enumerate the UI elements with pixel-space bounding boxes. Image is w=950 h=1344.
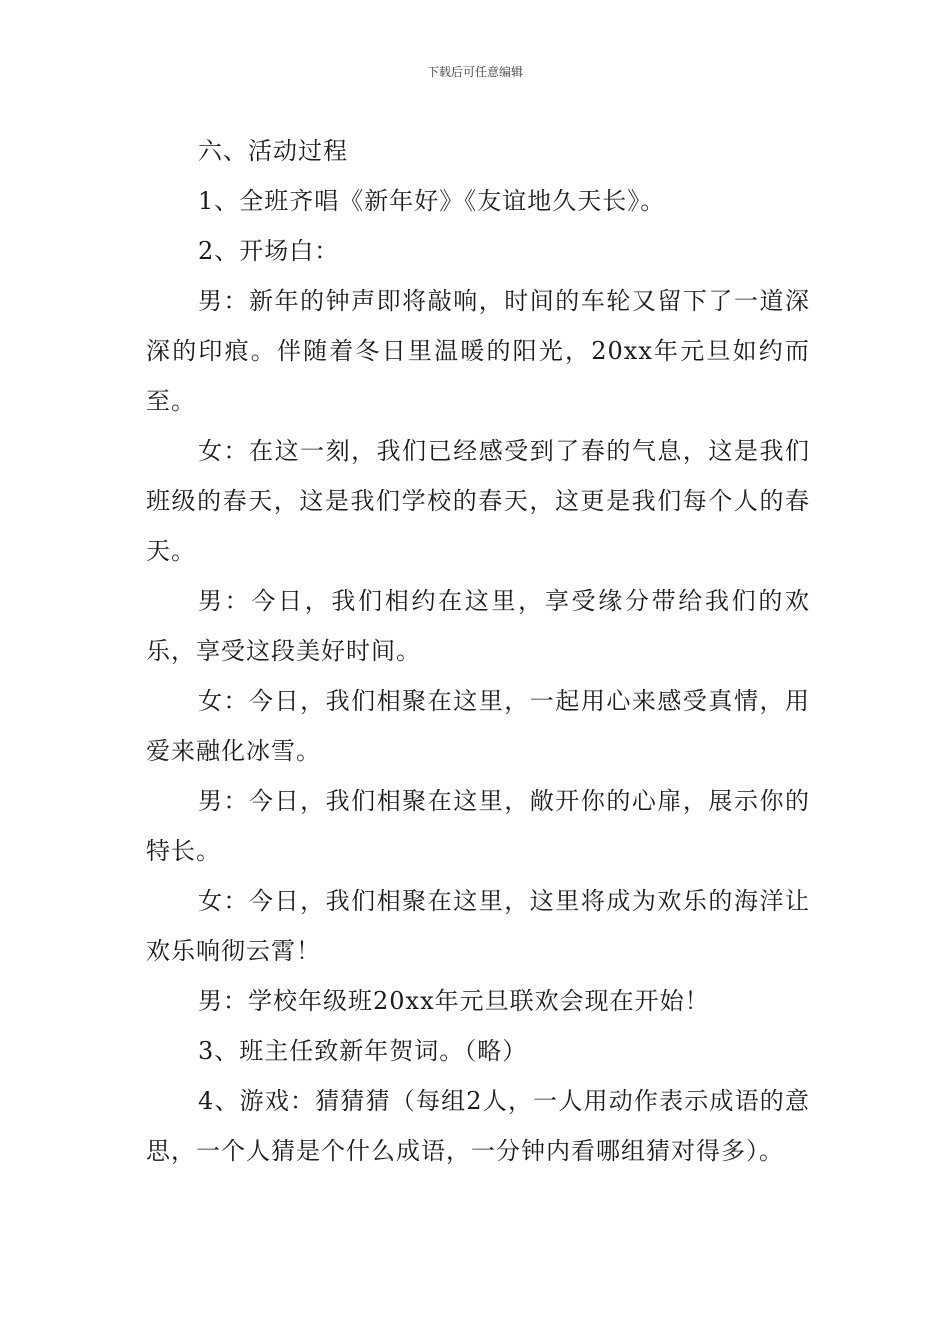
paragraph-item-1: 1、全班齐唱《新年好》《友谊地久天长》。 — [198, 187, 666, 215]
section-heading: 六、活动过程 — [198, 137, 348, 165]
dialogue-line: 男：今日，我们相约在这里，享受缘分带给我们的欢乐，享受这段美好时间。 — [146, 587, 810, 665]
paragraph-item-2: 2、开场白： — [198, 237, 340, 265]
document-body — [146, 126, 810, 1176]
dialogue-line: 女：在这一刻，我们已经感受到了春的气息，这是我们班级的春天，这是我们学校的春天，这更是我们每个人的春天。 — [146, 437, 810, 565]
paragraph-item-4: 4、游戏：猜猜猜（每组2人，一人用动作表示成语的意思，一个人猜是个什么成语，一分钟内看哪组猜对得多）。 — [146, 1087, 810, 1165]
page-header-note: 下载后可任意编辑 — [426, 65, 523, 79]
dialogue-line: 女：今日，我们相聚在这里，一起用心来感受真情，用爱来融化冰雪。 — [146, 687, 810, 765]
paragraph-item-3: 3、班主任致新年贺词。（略） — [198, 1037, 528, 1065]
dialogue-line: 男：新年的钟声即将敲响，时间的车轮又留下了一道深深的印痕。伴随着冬日里温暖的阳光，20xx年元旦如约而至。 — [146, 287, 810, 415]
dialogue-line: 女：今日，我们相聚在这里，这里将成为欢乐的海洋让欢乐响彻云霄！ — [146, 887, 810, 965]
dialogue-line: 男：学校年级班20xx年元旦联欢会现在开始！ — [198, 987, 710, 1015]
dialogue-line: 男：今日，我们相聚在这里，敞开你的心扉，展示你的特长。 — [146, 787, 810, 865]
